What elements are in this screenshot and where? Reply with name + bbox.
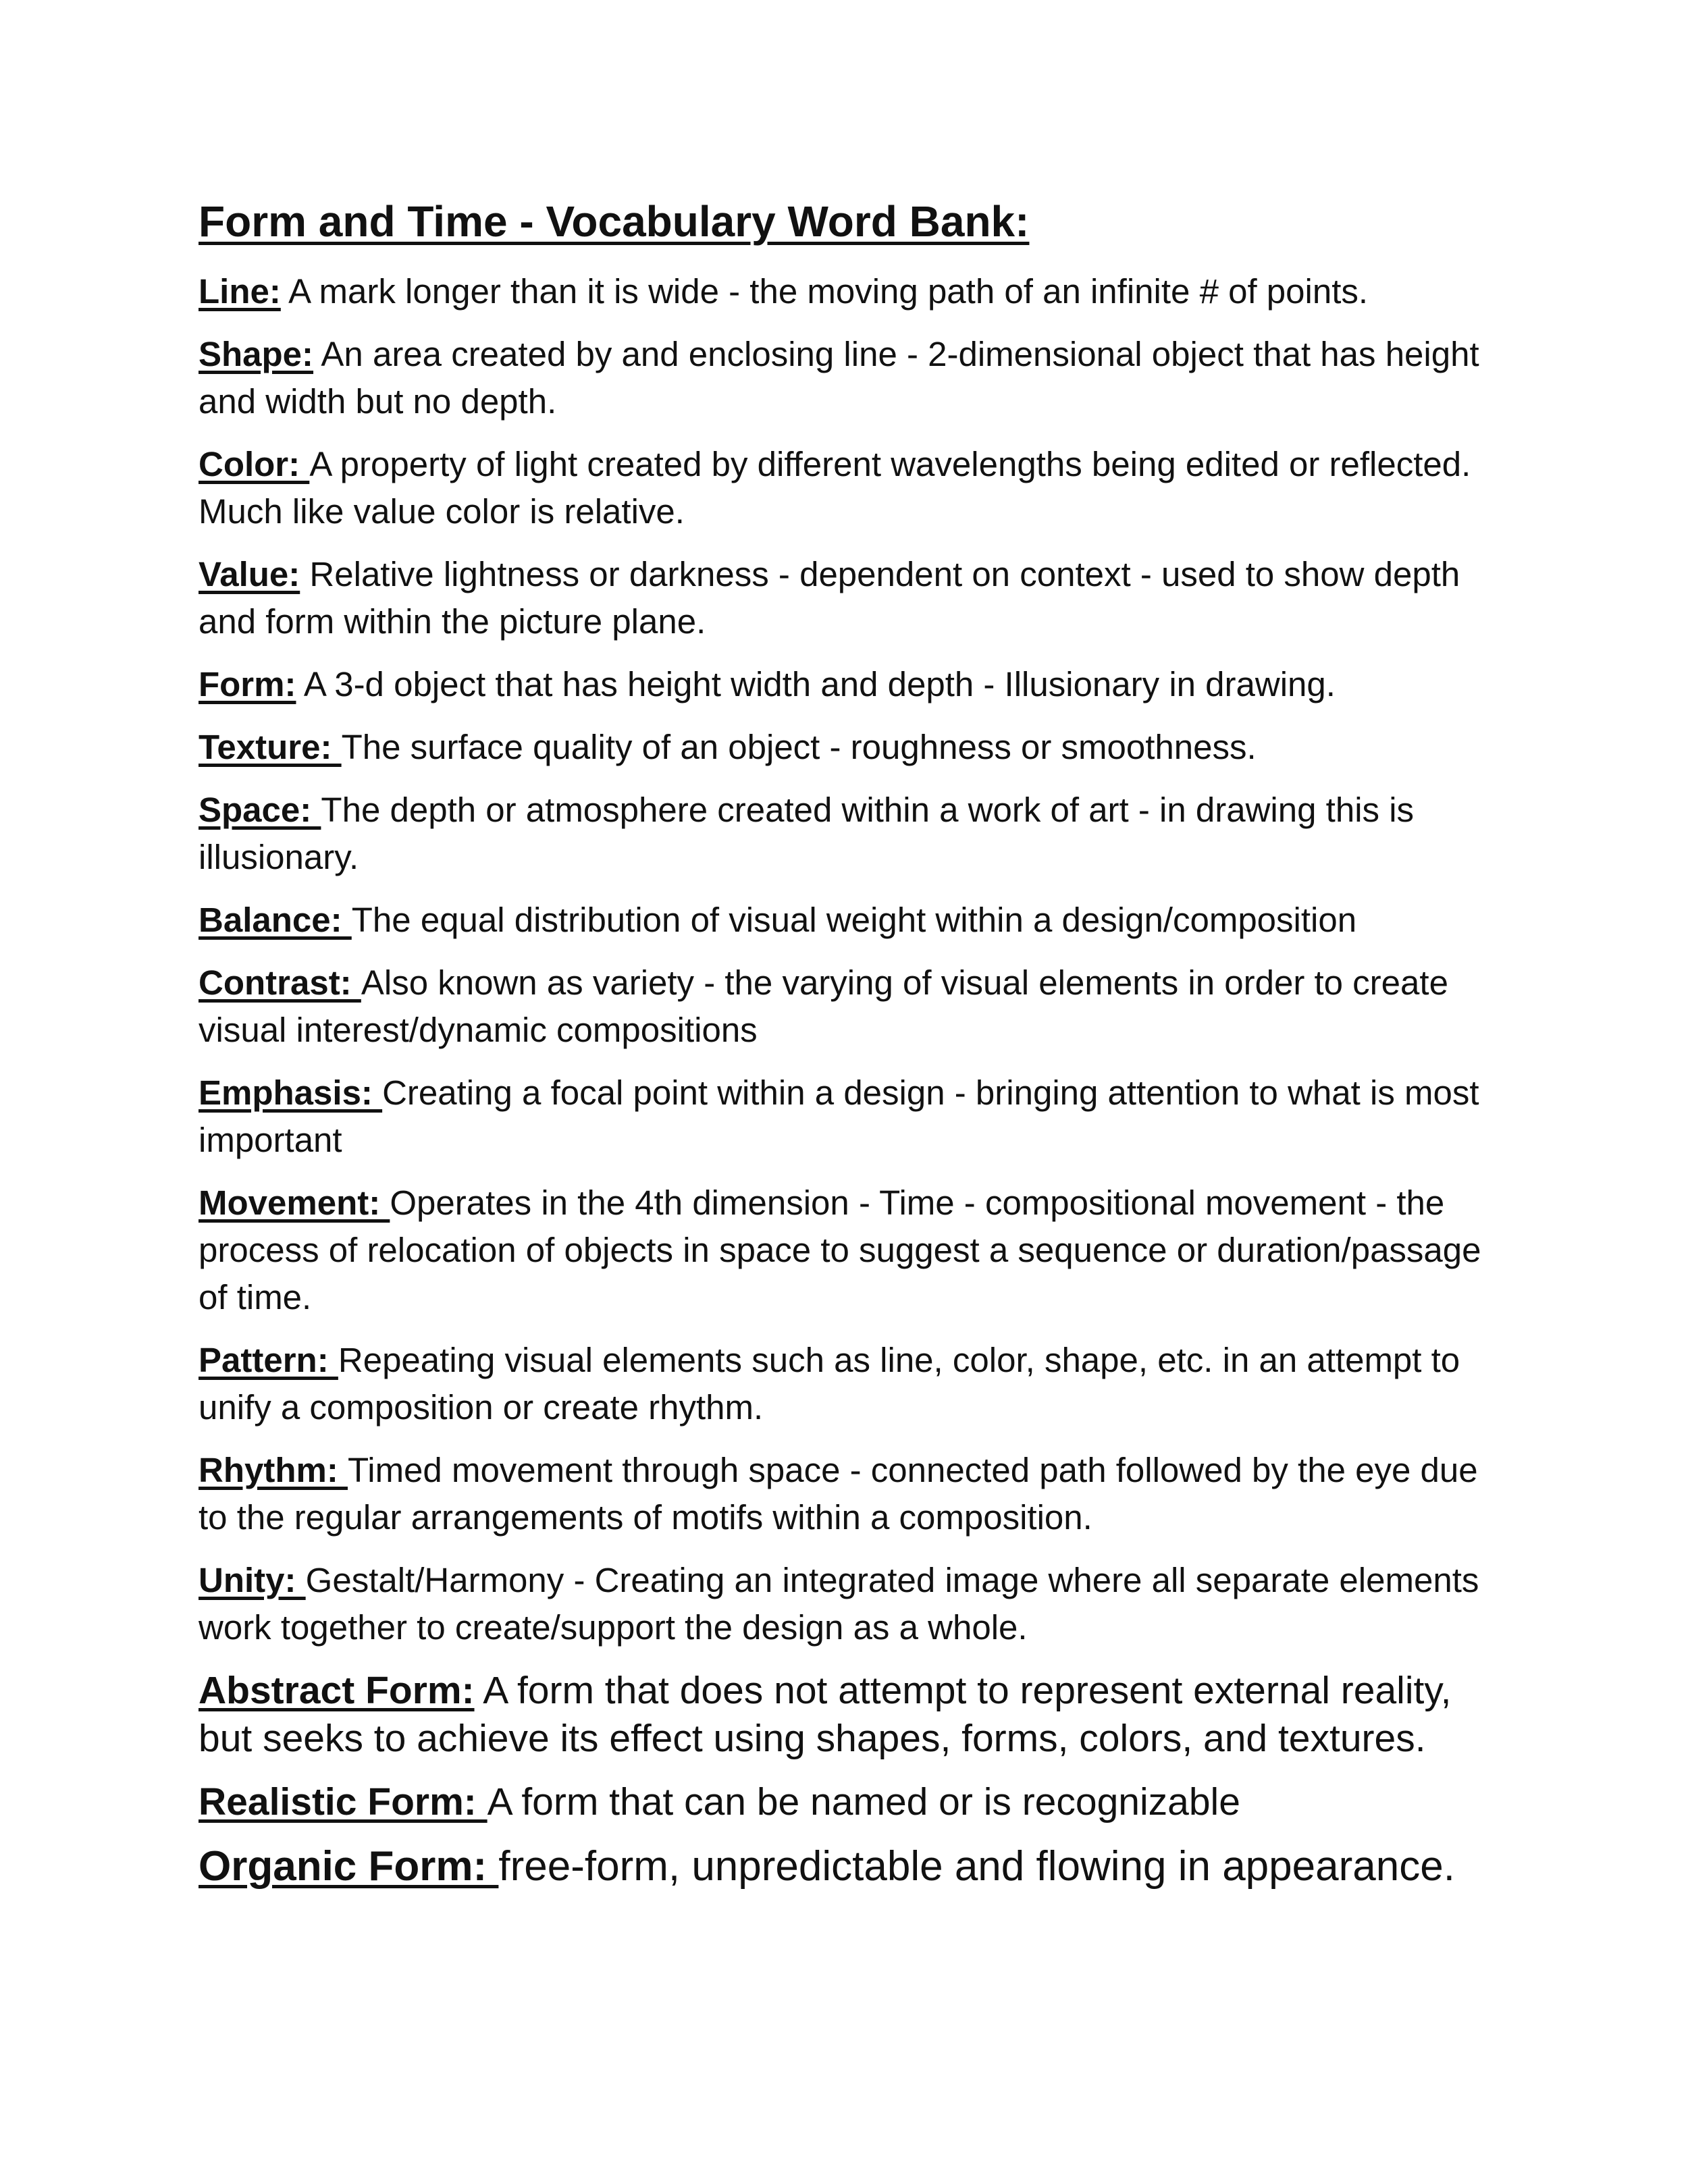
vocab-term: Value: <box>199 554 300 593</box>
vocab-definition: The surface quality of an object - roughness or smoothness. <box>341 727 1257 766</box>
vocab-entry-shape <box>199 331 1502 425</box>
vocab-term: Organic Form: <box>199 1842 499 1890</box>
vocab-entry-movement <box>199 1179 1502 1321</box>
vocab-entry-space <box>199 787 1502 881</box>
vocab-term: Movement: <box>199 1183 390 1222</box>
vocab-term: Emphasis: <box>199 1073 383 1112</box>
vocab-entry-value <box>199 551 1502 645</box>
vocab-term: Contrast: <box>199 963 361 1002</box>
vocab-definition: Relative lightness or darkness - dependent on context - used to show depth and form within the picture plane. <box>199 554 1460 641</box>
vocab-entry-unity <box>199 1557 1502 1651</box>
vocab-definition: free-form, unpredictable and flowing in appearance. <box>498 1842 1455 1890</box>
vocab-entry-rhythm <box>199 1447 1502 1541</box>
vocab-definition: Timed movement through space - connected path followed by the eye due to the regular arrangements of motifs within a composition. <box>199 1450 1478 1537</box>
vocab-definition: Gestalt/Harmony - Creating an integrated image where all separate elements work together to create/support the design as a whole. <box>199 1560 1479 1647</box>
vocab-term: Balance: <box>199 900 352 939</box>
vocab-definition: The depth or atmosphere created within a work of art - in drawing this is illusionary. <box>199 790 1415 876</box>
vocab-term: Shape: <box>199 334 314 373</box>
vocab-entry-contrast <box>199 959 1502 1054</box>
document-page <box>199 196 1502 1907</box>
vocab-definition: An area created by and enclosing line - 2-dimensional object that has height and width but no depth. <box>199 334 1479 421</box>
vocab-entry-form <box>199 661 1502 708</box>
vocab-term: Rhythm: <box>199 1450 348 1489</box>
vocab-term: Realistic Form: <box>199 1780 487 1823</box>
vocab-definition: A form that can be named or is recognizable <box>487 1780 1240 1823</box>
vocab-definition: Also known as variety - the varying of visual elements in order to create visual interest/dynamic compositions <box>199 963 1448 1049</box>
vocab-definition: Creating a focal point within a design - bringing attention to what is most important <box>199 1073 1479 1159</box>
vocab-definition: A 3-d object that has height width and depth - Illusionary in drawing. <box>296 664 1336 703</box>
vocab-entry-color <box>199 441 1502 535</box>
vocab-definition: A form that does not attempt to represent external reality, but seeks to achieve its effect using shapes, forms, colors, and textures. <box>199 1668 1452 1760</box>
vocab-definition: Repeating visual elements such as line, color, shape, etc. in an attempt to unify a composition or create rhythm. <box>199 1340 1460 1427</box>
vocab-definition: Operates in the 4th dimension - Time - compositional movement - the process of relocation of objects in space to suggest a sequence or duration/passage of time. <box>199 1183 1481 1316</box>
vocab-entry-balance <box>199 897 1502 944</box>
vocab-term: Space: <box>199 790 321 829</box>
vocab-definition: The equal distribution of visual weight within a design/composition <box>351 900 1357 939</box>
vocab-entry-organic-form <box>199 1842 1502 1892</box>
vocab-entry-realistic-form <box>199 1778 1502 1826</box>
vocab-term: Texture: <box>199 727 342 766</box>
vocab-entry-abstract-form <box>199 1667 1502 1763</box>
vocab-entry-line <box>199 268 1502 315</box>
document-title: Form and Time - Vocabulary Word Bank: <box>199 197 1030 246</box>
vocab-term: Abstract Form: <box>199 1668 475 1712</box>
vocab-term: Color: <box>199 444 310 483</box>
vocab-definition: A mark longer than it is wide - the moving path of an infinite # of points. <box>280 271 1369 311</box>
vocab-entry-pattern <box>199 1337 1502 1431</box>
vocab-term: Form: <box>199 664 296 703</box>
vocabulary-list <box>199 268 1502 1892</box>
vocab-entry-emphasis <box>199 1069 1502 1164</box>
vocab-term: Pattern: <box>199 1340 338 1379</box>
vocab-definition: A property of light created by different wavelengths being edited or reflected. Much like value color is relative. <box>199 444 1471 531</box>
vocab-entry-texture <box>199 724 1502 771</box>
vocab-term: Line: <box>199 271 281 311</box>
vocab-term: Unity: <box>199 1560 306 1599</box>
